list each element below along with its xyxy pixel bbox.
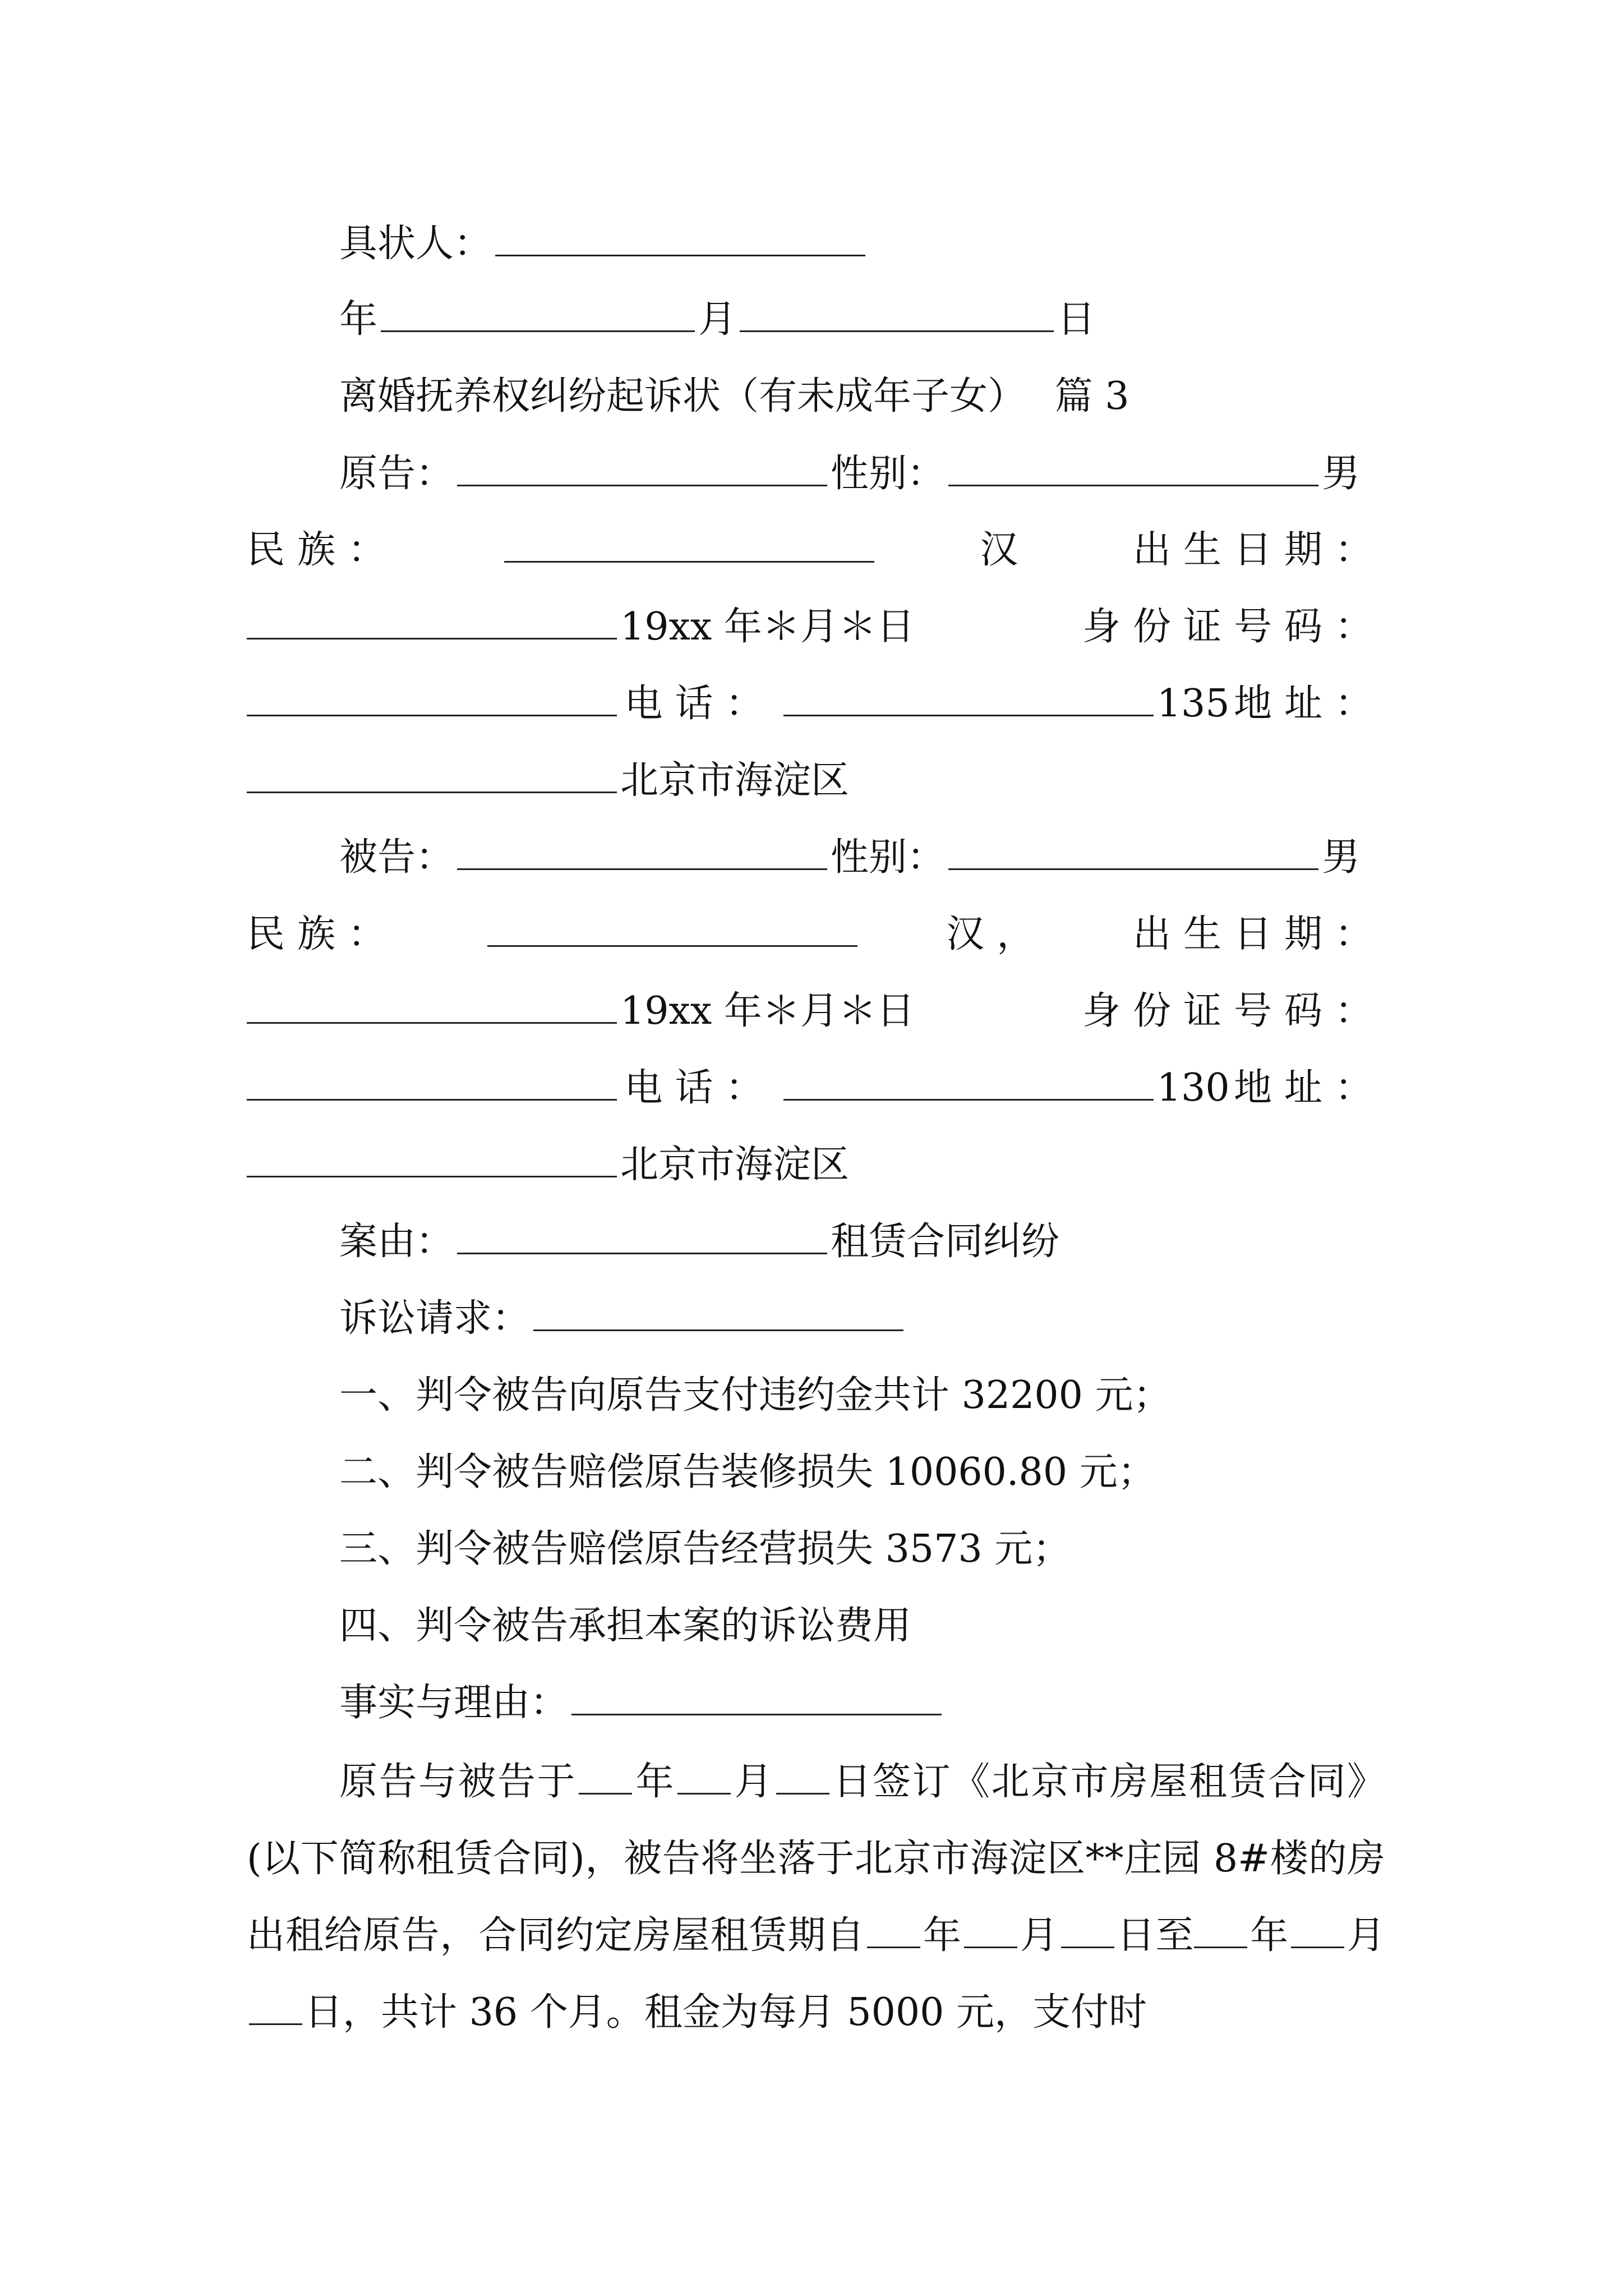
case-line bbox=[339, 1208, 1385, 1276]
plaintiff-gender-blank bbox=[948, 448, 1318, 486]
defendant-name-blank bbox=[457, 831, 827, 870]
plaintiff-phone: 135 bbox=[1156, 682, 1230, 726]
plaintiff-addr-label: 地址： bbox=[1233, 682, 1385, 726]
plaintiff-address-line bbox=[247, 747, 1385, 815]
defendant-gender-label: 性别： bbox=[831, 835, 946, 880]
defendant-birth-label: 出生日期： bbox=[1132, 912, 1385, 956]
defendant-phone-blank bbox=[783, 1062, 1154, 1101]
claim-item: 一、判令被告向原告支付违约金共计 32200 元； bbox=[339, 1373, 1172, 1418]
defendant-phone-line bbox=[247, 1055, 1385, 1122]
facts-text: 年 bbox=[634, 1760, 675, 1804]
defendant-birth-blank bbox=[247, 985, 617, 1024]
plaintiff-id-blank bbox=[247, 678, 617, 716]
plaintiff-name-blank bbox=[457, 448, 827, 486]
signature-blank bbox=[495, 218, 865, 256]
date-blank bbox=[1194, 1913, 1247, 1948]
facts-text: 日签订《北京市房屋租赁合同》(以下简称租赁合同)，被告将坐落于北京市海淀区**庄园 8#楼的房出租给原告，合同约定房屋租赁期自 bbox=[247, 1760, 1385, 1958]
plaintiff-birth-line bbox=[247, 593, 1385, 661]
defendant-phone: 130 bbox=[1156, 1066, 1230, 1110]
signature-line bbox=[339, 210, 1385, 278]
plaintiff-gender: 男 bbox=[1322, 452, 1361, 496]
plaintiff-ethnic-blank bbox=[504, 524, 874, 563]
defendant-address-blank bbox=[247, 1139, 617, 1177]
date-year-label: 年 bbox=[339, 297, 378, 342]
defendant-birth: 19xx 年＊月＊日 bbox=[620, 989, 915, 1033]
facts-label: 事实与理由： bbox=[339, 1681, 569, 1725]
defendant-gender-blank bbox=[948, 831, 1318, 870]
facts-blank bbox=[571, 1677, 942, 1715]
claims-heading bbox=[339, 1285, 1385, 1352]
plaintiff-birth-blank bbox=[247, 601, 617, 639]
plaintiff-address-blank bbox=[247, 754, 617, 793]
plaintiff-birth-label: 出生日期： bbox=[1132, 528, 1385, 572]
facts-text: 年 bbox=[923, 1913, 962, 1958]
facts-paragraph bbox=[247, 1743, 1385, 2051]
facts-text: 原告与被告于 bbox=[339, 1760, 577, 1804]
defendant-ethnic-line bbox=[247, 901, 1385, 968]
plaintiff-id-label: 身份证号码： bbox=[1082, 605, 1385, 649]
date-blank bbox=[677, 1759, 731, 1795]
defendant-ethnic-blank bbox=[487, 908, 857, 947]
plaintiff-phone-line bbox=[247, 670, 1385, 738]
date-blank bbox=[964, 1913, 1017, 1948]
defendant-line bbox=[339, 824, 1385, 891]
plaintiff-line bbox=[339, 440, 1385, 508]
facts-text: 月 bbox=[1347, 1913, 1385, 1958]
section-part: 篇 3 bbox=[1054, 374, 1129, 418]
signature-label: 具状人： bbox=[339, 222, 492, 266]
date-blank bbox=[1291, 1913, 1344, 1948]
claim-item: 二、判令被告赔偿原告装修损失 10060.80 元； bbox=[339, 1450, 1156, 1494]
plaintiff-phone-blank bbox=[783, 678, 1154, 716]
section-title-text: 离婚抚养权纠纷起诉状（有未成年子女） bbox=[339, 374, 1026, 418]
date-month-label: 月 bbox=[698, 297, 737, 342]
date-blank bbox=[249, 1990, 302, 2025]
defendant-birth-line bbox=[247, 978, 1385, 1045]
facts-text: 日至 bbox=[1116, 1913, 1195, 1958]
defendant-gender: 男 bbox=[1322, 835, 1361, 880]
case-value: 租赁合同纠纷 bbox=[831, 1220, 1060, 1264]
plaintiff-ethnic: 汉 bbox=[980, 528, 1031, 572]
plaintiff-birth: 19xx 年＊月＊日 bbox=[620, 605, 915, 649]
plaintiff-phone-label: 电话： bbox=[624, 682, 776, 726]
date-day-label: 日 bbox=[1057, 297, 1096, 342]
facts-text: 月 bbox=[733, 1760, 774, 1804]
date-blank bbox=[776, 1759, 829, 1795]
defendant-id-blank bbox=[247, 1062, 617, 1101]
facts-text: 年 bbox=[1249, 1913, 1289, 1958]
claims-label: 诉讼请求： bbox=[339, 1296, 531, 1341]
date-line bbox=[339, 286, 1385, 353]
defendant-address: 北京市海淀区 bbox=[620, 1143, 850, 1187]
claim-item: 三、判令被告赔偿原告经营损失 3573 元； bbox=[339, 1527, 1071, 1571]
facts-heading bbox=[339, 1669, 1385, 1737]
claims-blank bbox=[533, 1292, 903, 1331]
section-title bbox=[339, 363, 1385, 430]
date-blank bbox=[867, 1913, 920, 1948]
case-label: 案由： bbox=[339, 1220, 454, 1264]
defendant-phone-label: 电话： bbox=[624, 1066, 776, 1110]
plaintiff-label: 原告： bbox=[339, 452, 454, 496]
facts-text: 日，共计 36 个月。租金为每月 5000 元，支付时 bbox=[305, 1990, 1147, 2035]
defendant-label: 被告： bbox=[339, 835, 454, 880]
claim-item: 四、判令被告承担本案的诉讼费用 bbox=[339, 1604, 912, 1648]
defendant-ethnic-label: 民族： bbox=[247, 912, 399, 956]
plaintiff-ethnic-line bbox=[247, 517, 1385, 584]
date-blank bbox=[579, 1759, 632, 1795]
plaintiff-gender-label: 性别： bbox=[831, 452, 946, 496]
defendant-address-line bbox=[247, 1131, 1385, 1199]
plaintiff-address: 北京市海淀区 bbox=[620, 758, 850, 803]
plaintiff-ethnic-label: 民族： bbox=[247, 528, 399, 572]
defendant-id-label: 身份证号码： bbox=[1082, 989, 1385, 1033]
case-blank bbox=[457, 1216, 827, 1254]
date-month-blank bbox=[740, 293, 1054, 332]
defendant-ethnic: 汉， bbox=[946, 912, 1048, 956]
date-year-blank bbox=[381, 293, 695, 332]
defendant-addr-label: 地址： bbox=[1233, 1066, 1385, 1110]
date-blank bbox=[1061, 1913, 1114, 1948]
facts-text: 月 bbox=[1019, 1913, 1059, 1958]
